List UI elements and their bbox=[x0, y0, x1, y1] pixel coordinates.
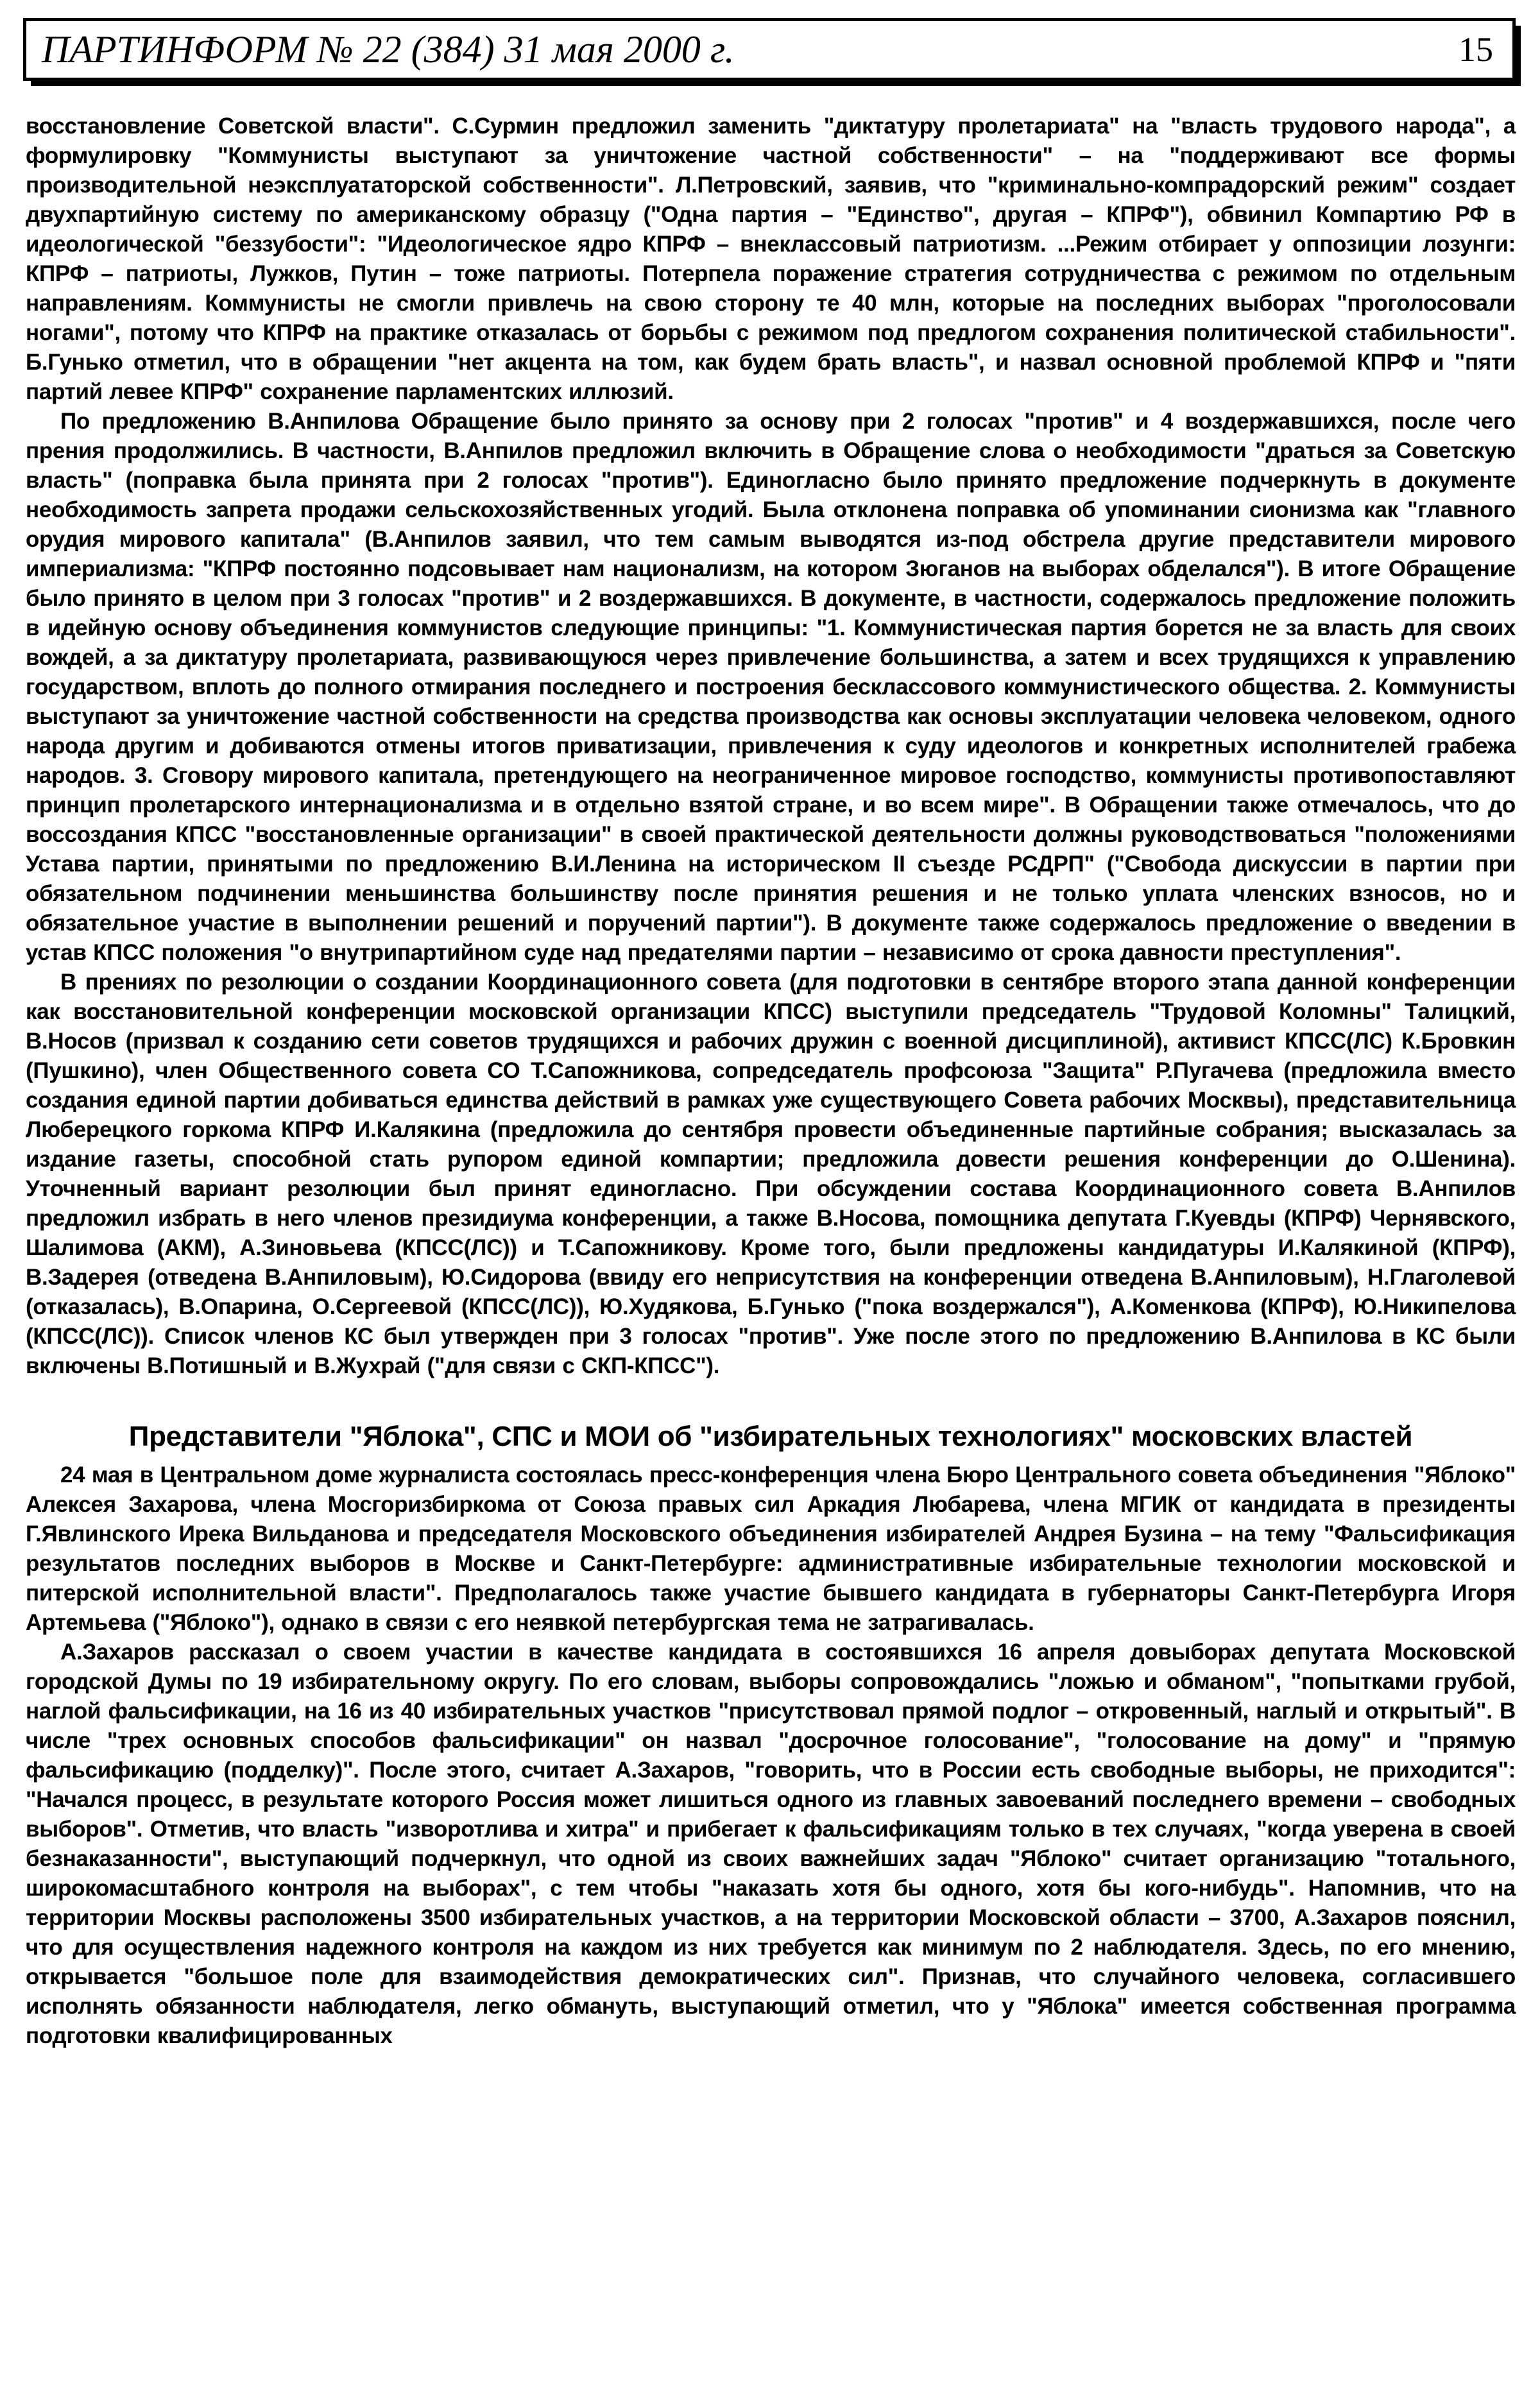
section-heading: Представители "Яблока", СПС и МОИ об "избирательных технологиях" московских властей bbox=[128, 1421, 1413, 1452]
body-paragraph: А.Захаров рассказал о своем участии в качестве кандидата в состоявшихся 16 апреля довыборах депутата Московской городской Думы по 19 избирательному округу. По его словам, выборы сопровождались "ложью и обманом", "попытками грубой, наглой фальсификации, на 16 из 40 избирательных участков "присутствовал прямой подлог – откровенный, наглый и открытый". В числе "трех основных способов фальсификации" он назвал "досрочное голосование", "голосование на дому" и "прямую фальсификацию (подделку)". После этого, считает А.Захаров, "говорить, что в России есть свободные выборы, не приходится": "Начался процесс, в результате которого Россия может лишиться одного из главных завоеваний последнего времени – свободных выборов". Отметив, что власть "изворотлива и хитра" и прибегает к фальсификациям только в тех случаях, "когда уверена в своей безнаказанности", выступающий подчеркнул, что одной из своих важнейших задач "Яблоко" считает организацию "тотального, широкомасштабного контроля на выборах", с тем чтобы "наказать хотя бы одного, хотя бы кого-нибудь". Напомнив, что на территории Москвы расположены 3500 избирательных участков, а на территории Московской области – 3700, А.Захаров пояснил, что для осуществления надежного контроля на каждом из них требуется как минимум по 2 наблюдателя. Здесь, по его мнению, открывается "большое поле для взаимодействия демократических сил". Признав, что случайного человека, согласившего исполнять обязанности наблюдателя, легко обмануть, выступающий отметил, что у "Яблока" имеется собственная программа подготовки квалифицированных bbox=[26, 1640, 1516, 2048]
article-body bbox=[26, 112, 1516, 2051]
page-number: 15 bbox=[1459, 30, 1493, 69]
masthead-title: ПАРТИНФОРМ № 22 (384) 31 мая 2000 г. bbox=[42, 28, 735, 71]
body-paragraph: 24 мая в Центральном доме журналиста состоялась пресс-конференция члена Бюро Центрального совета объединения "Яблоко" Алексея Захарова, члена Мосгоризбиркома от Союза правых сил Аркадия Любарева, члена МГИК от кандидата в президенты Г.Явлинского Ирека Вильданова и председателя Московского объединения избирателей Андрея Бузина – на тему "Фальсификация результатов последних выборов в Москве и Санкт-Петербурге: административные избирательные технологии московской и питерской исполнительной власти". Предполагалось также участие бывшего кандидата в губернаторы Санкт-Петербурга Игоря Артемьева ("Яблоко"), однако в связи с его неявкой петербургская тема не затрагивалась. bbox=[26, 1462, 1516, 1635]
masthead bbox=[23, 18, 1516, 81]
body-paragraph: По предложению В.Анпилова Обращение было принято за основу при 2 голосах "против" и 4 воздержавшихся, после чего прения продолжились. В частности, В.Анпилов предложил включить в Обращение слова о необходимости "драться за Советскую власть" (поправка была принята при 2 голосах "против"). Единогласно было принято предложение подчеркнуть в документе необходимость запрета продажи сельскохозяйственных угодий. Была отклонена поправка об упоминании сионизма как "главного орудия мирового капитала" (В.Анпилов заявил, что тем самым выводятся из-под обстрела другие представители мирового империализма: "КПРФ постоянно подсовывает нам национализм, на котором Зюганов на выборах обделался"). В итоге Обращение было принято в целом при 3 голосах "против" и 2 воздержавшихся. В документе, в частности, содержалось предложение положить в идейную основу объединения коммунистов следующие принципы: "1. Коммунистическая партия борется не за власть для своих вождей, а за диктатуру пролетариата, развивающуюся через привлечение большинства, а затем и всех трудящихся к управлению государством, вплоть до полного отмирания последнего и построения бесклассового коммунистического общества. 2. Коммунисты выступают за уничтожение частной собственности на средства производства как основы эксплуатации человека человеком, одного народа другим и добиваются отмены итогов приватизации, привлечения к суду идеологов и конкретных исполнителей грабежа народов. 3. Сговору мирового капитала, претендующего на неограниченное мировое господство, коммунисты противопоставляют принцип пролетарского интернационализма и в отдельно взятой стране, и во всем мире". В Обращении также отмечалось, что до воссоздания КПСС "восстановленные организации" в своей практической деятельности должны руководствоваться "положениями Устава партии, принятыми по предложению В.И.Ленина на историческом II съезде РСДРП" ("Свобода дискуссии в партии при обязательном подчинении меньшинства большинству после принятия решения и не только уплата членских взносов, но и обязательное участие в выполнении решений и поручений партии"). В документе также содержалось предложение о введении в устав КПСС положения "о внутрипартийном суде над предателями партии – независимо от срока давности преступления". bbox=[26, 409, 1516, 965]
body-paragraph: В прениях по резолюции о создании Координационного совета (для подготовки в сентябре второго этапа данной конференции как восстановительной конференции московской организации КПСС) выступили председатель "Трудовой Коломны" Талицкий, В.Носов (призвал к созданию сети советов трудящихся и рабочих дружин с военной дисциплиной), активист КПСС(ЛС) К.Бровкин (Пушкино), член Общественного совета СО Т.Сапожникова, сопредседатель профсоюза "Защита" Р.Пугачева (предложила вместо создания единой партии добиваться единства действий в рамках уже существующего Совета рабочих Москвы), представительница Люберецкого горкома КПРФ И.Калякина (предложила до сентября провести объединенные партийные собрания; высказалась за издание газеты, способной стать рупором единой компартии; предложила довести решения конференции до О.Шенина). Уточненный вариант резолюции был принят единогласно. При обсуждении состава Координационного совета В.Анпилов предложил избрать в него членов президиума конференции, а также В.Носова, помощника депутата Г.Куевды (КПРФ) Чернявского, Шалимова (АКМ), А.Зиновьева (КПСС(ЛС)) и Т.Сапожникову. Кроме того, были предложены кандидатуры И.Калякиной (КПРФ), В.Задерея (отведена В.Анпиловым), Ю.Сидорова (ввиду его неприсутствия на конференции отведена В.Анпиловым), Н.Глаголевой (отказалась), В.Опарина, О.Сергеевой (КПСС(ЛС)), Ю.Худякова, Б.Гунько ("пока воздержался"), А.Коменкова (КПРФ), Ю.Никипелова (КПСС(ЛС)). Список членов КС был утвержден при 3 голосах "против". Уже после этого по предложению В.Анпилова в КС были включены В.Потишный и В.Жухрай ("для связи с СКП-КПСС"). bbox=[26, 970, 1516, 1378]
body-paragraph: восстановление Советской власти". С.Сурмин предложил заменить "диктатуру пролетариата" на "власть трудового народа", а формулировку "Коммунисты выступают за уничтожение частной собственности" – на "поддерживают все формы производительной неэксплуататорской собственности". Л.Петровский, заявив, что "криминально-компрадорский режим" создает двухпартийную систему по американскому образцу ("Одна партия – "Единство", другая – КПРФ"), обвинил Компартию РФ в идеологической "беззубости": "Идеологическое ядро КПРФ – внеклассовый патриотизм. ...Режим отбирает у оппозиции лозунги: КПРФ – патриоты, Лужков, Путин – тоже патриоты. Потерпела поражение стратегия сотрудничества с режимом по отдельным направлениям. Коммунисты не смогли привлечь на свою сторону те 40 млн, которые на последних выборах "проголосовали ногами", потому что КПРФ на практике отказалась от борьбы с режимом под предлогом сохранения политической стабильности". Б.Гунько отметил, что в обращении "нет акцента на том, как будем брать власть", и назвал основной проблемой КПРФ и "пяти партий левее КПРФ" сохранение парламентских иллюзий. bbox=[26, 114, 1516, 404]
